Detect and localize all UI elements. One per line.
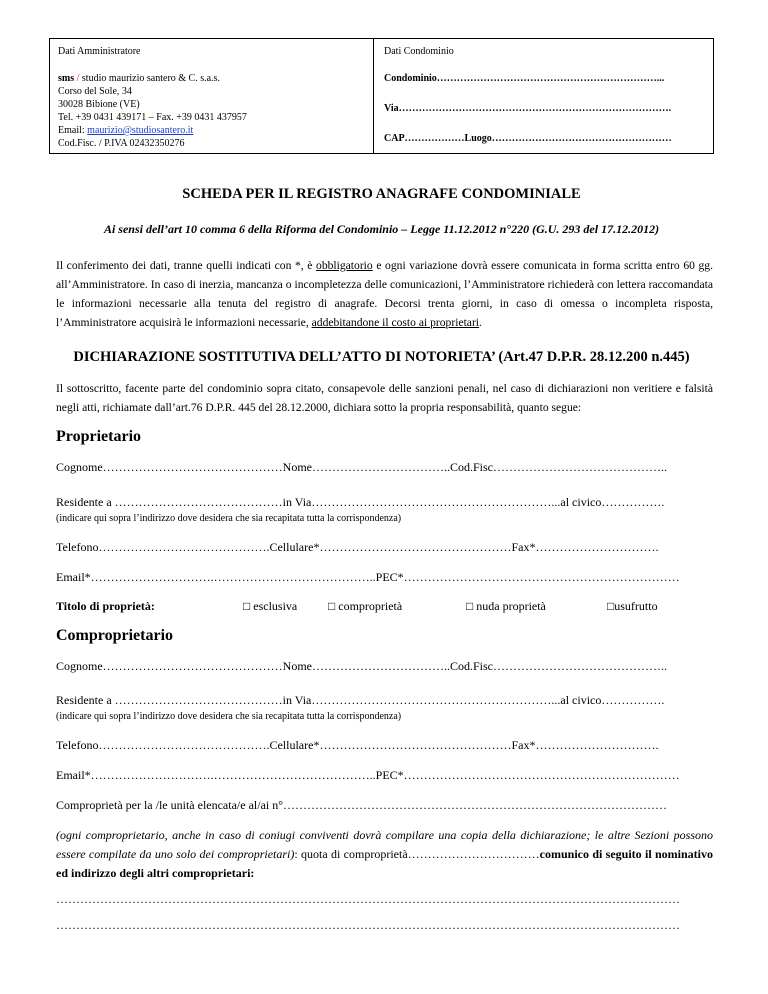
intro-text-2: e ogni variazione dovrà essere comunicata in forma scritta entro 60 gg. all’Amministratore. In caso di inerzia, mancanza o incompletezza delle comunicazioni, l’Amministratore richiederà con lettera raccomandata le informazioni necessarie alla tenuta del registro di anagrafe. Decorsi trenta giorni, in caso di omessa o incompleta risposta, l’Amministratore acquisirà le informazioni necessarie,: [56, 259, 714, 329]
option-esclusiva-checkbox[interactable]: □ esclusiva: [243, 599, 298, 613]
admin-fiscal: Cod.Fisc. / P.IVA 02432350276: [58, 138, 185, 149]
admin-company: studio maurizio santero & C. s.a.s.: [79, 73, 220, 84]
admin-address1: Corso del Sole, 34: [58, 86, 132, 97]
admin-email-label: Email:: [58, 125, 88, 136]
law-subtitle: Ai sensi dell’art 10 comma 6 della Riforma del Condominio – Legge 11.12.2012 n°220 (G.U. 293 del 17.12.2012): [103, 222, 660, 236]
admin-email-link[interactable]: maurizio@studiosantero.it: [87, 125, 194, 136]
header-box: [49, 38, 714, 154]
proprietario-row-contacts[interactable]: Telefono…………………………………….Cellulare*…………………………………………Fax*………………………….: [56, 540, 659, 554]
condo-heading: Dati Condominio: [384, 46, 454, 57]
header-divider: [373, 39, 374, 153]
proprietario-heading: Proprietario: [56, 428, 142, 445]
comproprietario-address-note: (indicare qui sopra l’indirizzo dove desidera che sia recapitata tutta la corrispondenza): [56, 711, 402, 722]
condo-cap-field[interactable]: CAP………………Luogo………………………………………………: [384, 133, 672, 144]
intro-text-1: Il conferimento dei dati, tranne quelli indicati con *, è: [56, 259, 317, 272]
condo-condominio-field[interactable]: Condominio…………………………………………………………...: [384, 73, 665, 84]
comproprietario-row-email[interactable]: Email*………………………….…………………………………..PEC*……………………………………………………………: [56, 768, 680, 782]
proprietario-row-name[interactable]: Cognome………………………………………Nome……………………………..Cod.Fisc……………………………………..: [56, 460, 667, 474]
comproprietario-row-name[interactable]: Cognome………………………………………Nome……………………………..Cod.Fisc……………………………………..: [56, 659, 667, 673]
comproprietario-instructions: [56, 826, 713, 883]
condo-via-field[interactable]: Via……………………………………………………………………….: [384, 103, 672, 114]
admin-sms: sms: [58, 73, 75, 84]
instructions-bold: comunico di seguito il nominativo ed indirizzo degli altri comproprietari:: [56, 847, 713, 880]
admin-details: [58, 72, 368, 150]
comproprieta-units-row[interactable]: Comproprietà per la /le unità elencata/e al/ai n°……………………………………………………………………………………: [56, 798, 668, 812]
proprietario-row-residence[interactable]: Residente a ……………………………………in Via……………………………………………………...al civico…………….: [56, 495, 665, 509]
intro-obbligatorio: obbligatorio: [316, 259, 373, 272]
other-owners-line-2[interactable]: …………………………………………………………………………………………………………………………………………: [56, 918, 680, 932]
admin-heading: Dati Amministratore: [58, 46, 141, 57]
other-owners-line-1[interactable]: …………………………………………………………………………………………………………………………………………: [56, 892, 680, 906]
main-title: SCHEDA PER IL REGISTRO ANAGRAFE CONDOMINIALE: [182, 186, 581, 202]
admin-company-line: [58, 72, 368, 85]
admin-address2: 30028 Bibione (VE): [58, 99, 140, 110]
option-comproprieta-checkbox[interactable]: □ comproprietà: [328, 599, 403, 613]
comproprietario-heading: Comproprietario: [56, 627, 174, 644]
instructions-quota[interactable]: : quota di comproprietà……………………………: [294, 847, 540, 861]
option-nuda-proprieta-checkbox[interactable]: □ nuda proprietà: [466, 599, 546, 613]
comproprietario-row-residence[interactable]: Residente a ……………………………………in Via……………………………………………………...al civico…………….: [56, 693, 665, 707]
declaration-text: Il sottoscritto, facente parte del condominio sopra citato, consapevole delle sanzioni penali, nel caso di dichiarazioni non veritiere e falsità negli atti, richiamate dall’art.76 D.P.R. 445 del 28.12.2000, dichiara sotto la propria responsabilità, quanto segue:: [56, 382, 713, 414]
titolo-proprieta-label: Titolo di proprietà:: [56, 599, 155, 613]
comproprietario-row-contacts[interactable]: Telefono…………………………………….Cellulare*…………………………………………Fax*………………………….: [56, 738, 659, 752]
option-usufrutto-checkbox[interactable]: □usufrutto: [607, 599, 658, 613]
proprietario-row-email[interactable]: Email*………………………….…………………………………..PEC*……………………………………………………………: [56, 570, 680, 584]
declaration-title: DICHIARAZIONE SOSTITUTIVA DELL’ATTO DI NOTORIETA’ (Art.47 D.P.R. 28.12.200 n.445): [73, 349, 690, 365]
intro-addebito: addebitandone il costo ai proprietari: [311, 316, 480, 329]
intro-paragraph: [56, 256, 713, 332]
intro-text-3: .: [479, 316, 482, 329]
proprietario-address-note: (indicare qui sopra l’indirizzo dove desidera che sia recapitata tutta la corrispondenza): [56, 513, 402, 524]
admin-email-line: [58, 124, 368, 137]
admin-phone: Tel. +39 0431 439171 – Fax. +39 0431 437957: [58, 112, 247, 123]
instructions-italic: (ogni comproprietario, anche in caso di coniugi conviventi dovrà compilare una copia della dichiarazione; le altre Sezioni possono essere compilate da uno solo dei comproprietari): [56, 828, 713, 861]
admin-slash: /: [76, 73, 80, 84]
